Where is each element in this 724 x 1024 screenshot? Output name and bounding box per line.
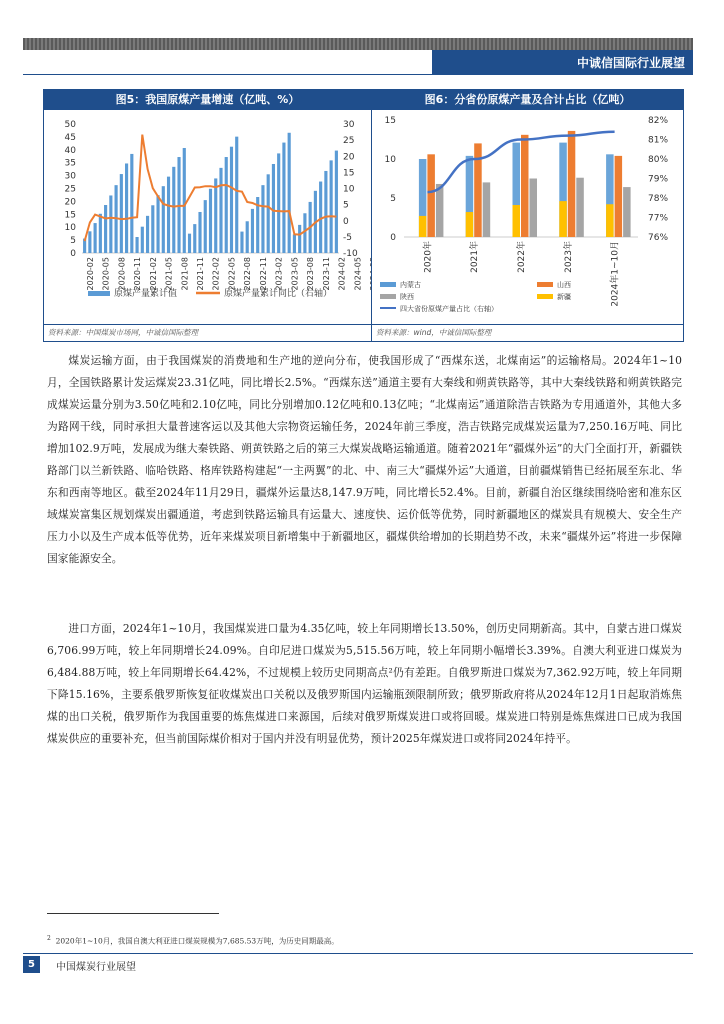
bar-coal-output [240, 232, 243, 253]
x-tick-label: 2022-05 [227, 257, 237, 291]
y-right-tick-label: 80% [648, 155, 669, 165]
y-left-tick-label: 0 [70, 249, 76, 259]
x-tick-label: 2022-02 [211, 257, 221, 291]
x-tick-label: 2024-02 [337, 257, 347, 291]
footnote-text: 2020年1~10月，我国自澳大利亚进口煤炭规模为7,685.53万吨，为历史同期最高。 [55, 936, 339, 946]
bar-coal-output [167, 177, 170, 253]
legend-label-陕西: 陕西 [400, 293, 414, 301]
bar-coal-output [135, 237, 138, 253]
footnote-rule [47, 913, 219, 914]
bar-coal-output [183, 148, 186, 253]
y-left-tick-label: 40 [64, 145, 76, 156]
y-left-tick-label: 50 [64, 120, 76, 130]
x-tick-label: 2023-11 [321, 257, 331, 291]
y-right-tick-label: 10 [343, 184, 355, 195]
y-right-tick-label: 30 [343, 120, 355, 130]
x-tick-label: 2023-02 [274, 257, 284, 291]
legend-label-share-line: 四大省份原煤产量占比（右轴） [400, 305, 498, 313]
bar-coal-output [225, 157, 228, 253]
legend-label-内蒙古: 内蒙古 [400, 281, 421, 289]
x-tick-label: 2021-02 [148, 257, 158, 291]
y-left-tick-label: 30 [64, 171, 76, 182]
header-pattern-bar [23, 38, 693, 50]
y-right-tick-label: 81% [648, 135, 669, 146]
y-left-tick-label: 10 [384, 155, 396, 165]
bar-coal-output [261, 185, 264, 253]
y-right-tick-label: 79% [648, 174, 669, 185]
bar-coal-output [219, 168, 222, 253]
y-right-tick-label: 78% [648, 194, 669, 204]
bar-coal-output [130, 154, 133, 253]
y-right-tick-label: 5 [343, 200, 349, 211]
bar-coal-output [288, 133, 291, 253]
bar-coal-output [324, 171, 327, 253]
bar-coal-output [204, 200, 207, 253]
bar-陕西 [436, 184, 444, 237]
bar-coal-output [88, 231, 91, 253]
bar-新疆 [606, 204, 614, 237]
figure-6-chart [372, 111, 683, 325]
bar-新疆 [513, 205, 521, 237]
bar-coal-output [277, 153, 280, 253]
bar-coal-output [94, 223, 97, 253]
x-tick-label: 2020-11 [133, 257, 143, 291]
bar-陕西 [530, 179, 538, 238]
footnote [47, 935, 339, 947]
figure-5-chart [44, 111, 371, 325]
y-right-tick-label: -5 [343, 232, 352, 243]
bar-coal-output [141, 227, 144, 253]
bar-coal-output [162, 186, 165, 253]
bar-coal-output [272, 164, 275, 253]
legend-swatch-bars [88, 291, 110, 296]
bar-山西 [521, 135, 529, 237]
bar-coal-output [193, 224, 196, 253]
figure-5-title: 图5：我国原煤产量增速（亿吨、%） [44, 90, 371, 110]
footer-rule [23, 953, 693, 954]
footer-title: 中国煤炭行业展望 [56, 962, 136, 973]
y-left-tick-label: 0 [390, 233, 396, 243]
x-tick-label: 2020-05 [101, 257, 111, 291]
legend-label-新疆: 新疆 [557, 293, 571, 301]
figure-6-source: 资料来源：wind，中诚信国际整理 [376, 328, 492, 337]
y-right-tick-label: 15 [343, 168, 355, 179]
legend-swatch-内蒙古 [380, 282, 396, 287]
figure-5-source: 资料来源：中国煤炭市场网，中诚信国际整理 [48, 328, 198, 337]
bar-山西 [615, 156, 623, 237]
bar-coal-output [293, 234, 296, 253]
y-left-tick-label: 35 [64, 158, 76, 169]
x-tick-label: 2022年 [517, 241, 527, 273]
x-tick-label: 2022-11 [258, 257, 268, 291]
bar-coal-output [209, 189, 212, 253]
x-tick-label: 2021年 [470, 241, 481, 273]
bar-coal-output [282, 143, 285, 253]
bar-coal-output [109, 195, 112, 253]
bar-山西 [568, 131, 576, 237]
bar-coal-output [214, 178, 217, 253]
bar-新疆 [559, 201, 567, 237]
y-right-tick-label: 25 [343, 136, 355, 147]
legend-swatch-陕西 [380, 294, 396, 299]
x-tick-label: 2021-08 [180, 257, 190, 291]
bar-coal-output [172, 167, 175, 253]
y-left-tick-label: 15 [384, 116, 396, 126]
y-left-tick-label: 5 [70, 236, 76, 247]
y-left-tick-label: 15 [64, 210, 76, 221]
y-right-tick-label: 77% [648, 213, 669, 224]
y-right-tick-label: 82% [648, 116, 669, 126]
legend-label-line: 原煤产量累计同比（右轴） [224, 289, 333, 299]
x-tick-label: 2024年1~10月 [610, 241, 621, 307]
figure-6 [371, 89, 684, 342]
figure-5 [43, 89, 372, 342]
legend-swatch-新疆 [537, 294, 553, 299]
legend-label-bars: 原煤产量累计值 [114, 289, 178, 299]
x-tick-label: 2023年 [563, 241, 574, 273]
x-tick-label: 2022-08 [243, 257, 253, 291]
bar-coal-output [298, 225, 301, 253]
bar-山西 [427, 154, 435, 237]
bar-coal-output [303, 213, 306, 253]
bar-coal-output [146, 216, 149, 253]
footnote-mark: 2 [47, 935, 51, 942]
bar-陕西 [483, 182, 491, 237]
x-tick-label: 2024-05 [353, 257, 363, 291]
bar-coal-output [198, 212, 201, 253]
bar-coal-output [156, 195, 159, 253]
y-left-tick-label: 5 [390, 194, 396, 204]
header-rule [23, 74, 693, 75]
y-right-tick-label: 76% [648, 233, 669, 243]
y-left-tick-label: 25 [64, 184, 76, 195]
y-right-tick-label: -10 [343, 249, 358, 259]
bar-coal-output [99, 214, 102, 253]
header-brand-bar [432, 50, 693, 74]
bar-coal-output [335, 151, 338, 253]
y-left-tick-label: 10 [64, 223, 76, 234]
header-brand: 中诚信国际行业展望 [576, 56, 685, 70]
x-tick-label: 2020年 [423, 241, 434, 273]
bar-coal-output [151, 205, 154, 253]
figure-6-title: 图6：分省份原煤产量及合计占比（亿吨） [372, 90, 683, 110]
legend-label-山西: 山西 [557, 281, 571, 289]
bar-coal-output [120, 174, 123, 253]
bar-陕西 [623, 187, 631, 237]
bar-coal-output [246, 221, 249, 253]
bar-新疆 [466, 212, 474, 237]
x-tick-label: 2020-08 [117, 257, 127, 291]
y-right-tick-label: 20 [343, 152, 355, 163]
paragraph-transport: 煤炭运输方面，由于我国煤炭的消费地和生产地的逆向分布，使我国形成了“西煤东送，北煤南运”的运输格局。2024年1~10月，全国铁路累计发运煤炭23.31亿吨，同比增长2.5%。“西煤东送”通道主要有大秦线和朔黄铁路等，其中大秦线铁路和朔黄铁路完成煤炭运量分别为3.50亿吨和2.10亿吨，同比分别增加0.12亿吨和0.13亿吨；“北煤南运”通道除浩吉铁路为专用通道外，其他大多为路网干线，同时承担大量普速客运以及其他大宗物资运输任务，2024年前三季度，浩吉铁路完成煤炭运量为7,250.16万吨、同比增加102.9万吨，发展成为继大秦铁路、朔黄铁路之后的第三大煤炭战略运输通道。随着2021年“疆煤外运”的大门全面打开，新疆铁路部门以兰新铁路、临哈铁路、格库铁路构建起“一主两翼”的北、中、南三大“疆煤外运”大通道，目前疆煤销售已经拓展至东北、华东和西南等地区。截至2024年11月29日，疆煤外运量达8,147.9万吨，同比增长52.4%。目前，新疆自治区继续围绕哈密和准东区域煤炭富集区规划煤炭出疆通道，考虑到铁路运输具有运量大、速度快、运价低等优势，同时新疆地区的煤炭具有规模大、安全生产压力小以及生产成本低等优势，近年来煤炭项目新增集中于新疆地区，疆煤供给增加的长期趋势不改，未来“疆煤外运”将进一步保障国家能源安全。 [47, 354, 682, 565]
y-left-tick-label: 45 [64, 132, 76, 143]
x-tick-label: 2023-05 [290, 257, 300, 291]
bar-陕西 [576, 178, 584, 237]
x-tick-label: 2021-05 [164, 257, 174, 291]
bar-coal-output [330, 160, 333, 253]
bar-coal-output [104, 205, 107, 253]
x-tick-label: 2020-02 [85, 257, 95, 291]
bar-coal-output [267, 174, 270, 253]
bar-coal-output [188, 234, 191, 253]
figure-6-divider [372, 324, 683, 325]
paragraph-import: 进口方面，2024年1~10月，我国煤炭进口量为4.35亿吨，较上年同期增长13.50%，创历史同期新高。其中，自蒙古进口煤炭6,706.99万吨，较上年同期增长24.09%。自印尼进口煤炭为5,515.56万吨，较上年同期小幅增长3.39%。自澳大利亚进口煤炭为6,484.88万吨，较上年同期增长64.42%，不过规模上较历史同期高点²仍有差距。自俄罗斯进口煤炭为7,362.92万吨，较上年同期下降15.16%，主要系俄罗斯恢复征收煤炭出口关税以及俄罗斯国内运输瓶颈限制所致；俄罗斯政府将从2024年12月1日起取消炼焦煤的出口关税，俄罗斯作为我国重要的炼焦煤进口来源国，后续对俄罗斯煤炭进口或将回暖。煤炭进口特别是炼焦煤进口已成为我国煤炭供应的重要补充，但当前国际煤价相对于国内并没有明显优势，预计2025年煤炭进口或将同2024年持平。 [47, 622, 682, 745]
y-left-tick-label: 20 [64, 197, 76, 208]
bar-coal-output [235, 137, 238, 253]
page-number: 5 [23, 956, 40, 973]
figure-5-divider [44, 324, 371, 325]
bar-coal-output [251, 209, 254, 253]
bar-coal-output [230, 147, 233, 253]
legend-swatch-山西 [537, 282, 553, 287]
bar-新疆 [419, 216, 427, 237]
bar-coal-output [125, 163, 128, 253]
x-tick-label: 2023-08 [306, 257, 316, 291]
y-right-tick-label: 0 [343, 216, 349, 227]
x-tick-label: 2021-11 [196, 257, 206, 291]
